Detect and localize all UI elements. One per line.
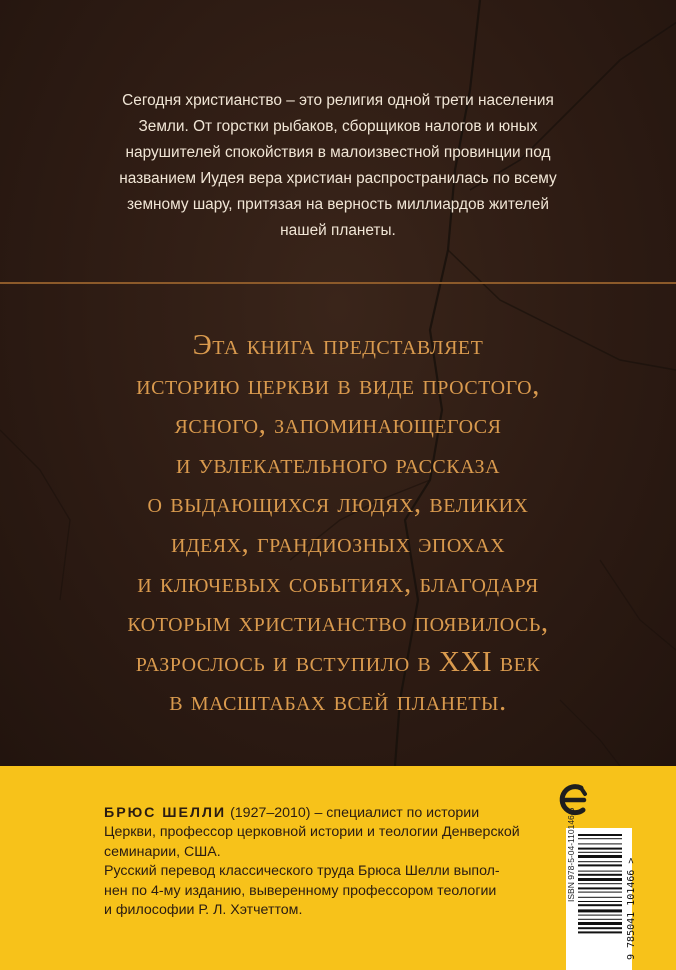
highlight-line: о выдающихся людях, великих	[147, 487, 529, 520]
gold-divider-line	[0, 282, 676, 284]
intro-paragraph	[80, 88, 596, 244]
intro-line: нарушителей спокойствия в малоизвестной провинции под	[125, 144, 551, 161]
author-bio-line	[104, 804, 534, 823]
barcode-digits: 9 785041 101466 >	[626, 857, 637, 960]
intro-line: нашей планеты.	[280, 222, 396, 239]
translation-line: Русский перевод классического труда Брюса Шелли выпол-	[104, 863, 500, 880]
highlight-line: идеях, грандиозных эпохах	[170, 526, 506, 559]
translation-line: нен по 4-му изданию, выверенному профессором теологии	[104, 882, 497, 899]
intro-line: Земли. От горстки рыбаков, сборщиков налогов и юных	[138, 118, 538, 135]
intro-line: Сегодня христианство – это религия одной трети населения	[122, 92, 554, 109]
highlight-line: историю церкви в виде простого,	[136, 368, 540, 401]
barcode	[566, 807, 637, 970]
highlight-line: Эта книга представляет	[192, 329, 484, 361]
isbn-label: ISBN 978-5-04-110146-6	[566, 807, 576, 902]
highlight-line: в масштабах всей планеты.	[169, 685, 507, 718]
highlight-line: которым христианство появилось,	[127, 606, 549, 639]
author-name: БРЮС ШЕЛЛИ	[104, 805, 227, 821]
highlight-line: и ключевых событиях, благодаря	[137, 566, 539, 599]
highlight-paragraph	[80, 326, 596, 722]
highlight-line: и увлекательного рассказа	[175, 447, 501, 480]
intro-line: земному шару, притязая на верность миллиардов жителей	[127, 196, 549, 213]
author-lifespan-text: (1927–2010) – специалист по истории	[226, 805, 480, 821]
translation-line: и философии Р. Л. Хэтчеттом.	[104, 902, 303, 919]
highlight-line: разрослось и вступило в XXI век	[135, 645, 541, 678]
highlight-line: ясного, запоминающегося	[174, 408, 502, 441]
intro-line: названием Иудея вера христиан распространилась по всему	[119, 170, 557, 187]
author-info	[104, 804, 534, 920]
barcode-bars	[578, 832, 622, 964]
author-bio-line: Церкви, профессор церковной истории и теологии Денверской	[104, 824, 520, 841]
author-bio-line: семинарии, США.	[104, 843, 221, 860]
